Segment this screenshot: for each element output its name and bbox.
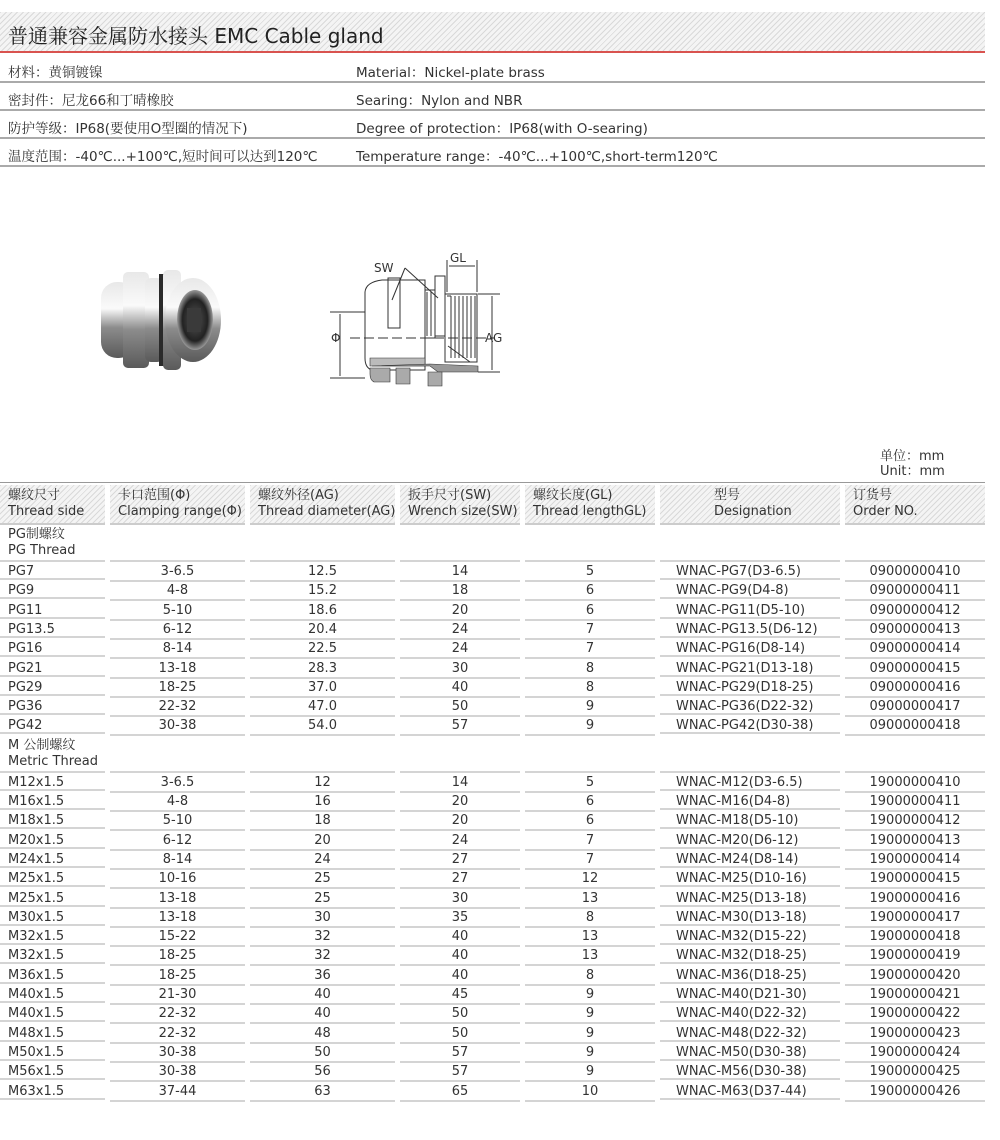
section-cn: M 公制螺纹 — [8, 737, 76, 753]
cell-clamping-range: 6-12 — [110, 621, 245, 640]
cell-wrench-size: 50 — [400, 1005, 520, 1024]
cell-clamping-range: 5-10 — [110, 602, 245, 621]
cell-clamping-range: 30-38 — [110, 1044, 245, 1063]
cell-clamping-range: 18-25 — [110, 679, 245, 698]
cell-thread-diameter: 54.0 — [250, 717, 395, 736]
section-en: PG Thread — [8, 543, 76, 558]
cell-thread-side: M32x1.5 — [0, 928, 105, 945]
section-row-divider — [400, 526, 520, 562]
cell-designation: WNAC-M12(D3-6.5) — [660, 774, 840, 791]
cell-thread-length: 5 — [525, 774, 655, 793]
cell-thread-diameter: 12.5 — [250, 563, 395, 582]
cell-thread-diameter: 50 — [250, 1044, 395, 1063]
cell-thread-side: PG7 — [0, 563, 105, 580]
cell-thread-length: 8 — [525, 967, 655, 986]
cell-clamping-range: 8-14 — [110, 851, 245, 870]
cell-clamping-range: 13-18 — [110, 660, 245, 679]
cell-order-no: 19000000418 — [845, 928, 985, 947]
cell-thread-length: 12 — [525, 870, 655, 889]
cell-order-no: 19000000417 — [845, 909, 985, 928]
cell-thread-length: 5 — [525, 563, 655, 582]
section-row-divider — [0, 526, 105, 562]
cell-clamping-range: 30-38 — [110, 717, 245, 736]
section-row-divider — [525, 737, 655, 773]
cell-designation: WNAC-M25(D10-16) — [660, 870, 840, 887]
cell-thread-diameter: 28.3 — [250, 660, 395, 679]
cell-designation: WNAC-M56(D30-38) — [660, 1063, 840, 1080]
cell-wrench-size: 20 — [400, 602, 520, 621]
cell-order-no: 09000000415 — [845, 660, 985, 679]
header-en: Clamping range(Φ) — [118, 504, 242, 519]
cell-thread-side: M12x1.5 — [0, 774, 105, 791]
cell-order-no: 19000000426 — [845, 1083, 985, 1102]
cell-wrench-size: 20 — [400, 793, 520, 812]
cell-thread-side: M36x1.5 — [0, 967, 105, 984]
cell-wrench-size: 27 — [400, 851, 520, 870]
cell-thread-length: 8 — [525, 660, 655, 679]
cell-thread-side: PG13.5 — [0, 621, 105, 638]
header-cn: 螺纹外径(AG) — [258, 488, 339, 503]
cell-wrench-size: 14 — [400, 774, 520, 793]
cell-designation: WNAC-M32(D18-25) — [660, 947, 840, 964]
cell-order-no: 09000000413 — [845, 621, 985, 640]
cell-order-no: 19000000414 — [845, 851, 985, 870]
cell-thread-diameter: 16 — [250, 793, 395, 812]
cell-thread-diameter: 63 — [250, 1083, 395, 1102]
cell-designation: WNAC-PG21(D13-18) — [660, 660, 840, 677]
cell-thread-side: M16x1.5 — [0, 793, 105, 810]
cell-clamping-range: 3-6.5 — [110, 563, 245, 582]
cell-wrench-size: 40 — [400, 928, 520, 947]
cell-order-no: 19000000422 — [845, 1005, 985, 1024]
cell-thread-length: 6 — [525, 602, 655, 621]
diagram-label-gl: GL — [450, 251, 466, 265]
cell-clamping-range: 37-44 — [110, 1083, 245, 1102]
cell-thread-diameter: 18 — [250, 812, 395, 831]
section-row-divider — [660, 526, 840, 562]
cell-thread-side: M32x1.5 — [0, 947, 105, 964]
spec-en: Temperature range：-40℃...+100℃,short-term120℃ — [356, 149, 718, 165]
diagram-label-sw: SW — [374, 261, 394, 275]
cell-thread-side: PG29 — [0, 679, 105, 696]
cell-thread-diameter: 15.2 — [250, 582, 395, 601]
cell-wrench-size: 57 — [400, 1044, 520, 1063]
cell-wrench-size: 24 — [400, 640, 520, 659]
cell-order-no: 19000000421 — [845, 986, 985, 1005]
cell-wrench-size: 27 — [400, 870, 520, 889]
cell-wrench-size: 30 — [400, 660, 520, 679]
cell-thread-side: M24x1.5 — [0, 851, 105, 868]
cell-designation: WNAC-M63(D37-44) — [660, 1083, 840, 1100]
table-top-rule — [0, 482, 985, 483]
cell-wrench-size: 40 — [400, 947, 520, 966]
cell-thread-length: 8 — [525, 679, 655, 698]
cell-designation: WNAC-M18(D5-10) — [660, 812, 840, 829]
cell-thread-length: 7 — [525, 832, 655, 851]
cell-clamping-range: 18-25 — [110, 967, 245, 986]
column-header-thread-side — [0, 485, 105, 525]
cell-thread-length: 9 — [525, 698, 655, 717]
cell-thread-diameter: 12 — [250, 774, 395, 793]
column-header-designation — [660, 485, 840, 525]
page-title: 普通兼容金属防水接头 EMC Cable gland — [8, 24, 384, 48]
cell-thread-side: PG11 — [0, 602, 105, 619]
cell-thread-length: 13 — [525, 947, 655, 966]
cell-thread-length: 9 — [525, 1005, 655, 1024]
cell-thread-side: M56x1.5 — [0, 1063, 105, 1080]
cell-thread-side: M25x1.5 — [0, 890, 105, 907]
spec-cn: 密封件：尼龙66和丁晴橡胶 — [8, 93, 174, 109]
cell-thread-diameter: 20.4 — [250, 621, 395, 640]
section-row-divider — [110, 737, 245, 773]
cell-thread-side: PG16 — [0, 640, 105, 657]
cell-order-no: 19000000413 — [845, 832, 985, 851]
spec-en: Searing：Nylon and NBR — [356, 93, 523, 109]
header-en: Wrench size(SW) — [408, 504, 518, 519]
cell-thread-diameter: 22.5 — [250, 640, 395, 659]
cell-thread-diameter: 25 — [250, 890, 395, 909]
cell-order-no: 19000000419 — [845, 947, 985, 966]
cell-designation: WNAC-PG13.5(D6-12) — [660, 621, 840, 638]
cell-thread-side: M50x1.5 — [0, 1044, 105, 1061]
spec-row-protection — [0, 111, 985, 139]
cell-thread-diameter: 48 — [250, 1025, 395, 1044]
spec-row-temperature — [0, 139, 985, 167]
cell-thread-length: 6 — [525, 812, 655, 831]
cell-thread-length: 6 — [525, 582, 655, 601]
cell-order-no: 09000000411 — [845, 582, 985, 601]
header-en: Thread lengthGL) — [533, 504, 647, 519]
cell-clamping-range: 6-12 — [110, 832, 245, 851]
cell-designation: WNAC-M24(D8-14) — [660, 851, 840, 868]
header-en: Order NO. — [853, 504, 918, 519]
cell-thread-length: 10 — [525, 1083, 655, 1102]
section-en: Metric Thread — [8, 753, 99, 769]
cell-designation: WNAC-M36(D18-25) — [660, 967, 840, 984]
cell-thread-length: 9 — [525, 986, 655, 1005]
cell-thread-side: PG36 — [0, 698, 105, 715]
diagram-label-ag: AG — [485, 331, 503, 345]
cell-thread-diameter: 25 — [250, 870, 395, 889]
column-header-thread-diameter — [250, 485, 395, 525]
cell-order-no: 19000000425 — [845, 1063, 985, 1082]
section-cn: PG制螺纹 — [8, 527, 65, 542]
cell-clamping-range: 22-32 — [110, 698, 245, 717]
column-header-thread-length — [525, 485, 655, 525]
cell-order-no: 19000000424 — [845, 1044, 985, 1063]
cell-order-no: 19000000423 — [845, 1025, 985, 1044]
cell-designation: WNAC-M48(D22-32) — [660, 1025, 840, 1042]
cell-order-no: 09000000410 — [845, 563, 985, 582]
page-title-bar — [0, 12, 985, 53]
cell-thread-length: 9 — [525, 1063, 655, 1082]
cell-wrench-size: 24 — [400, 832, 520, 851]
cell-wrench-size: 40 — [400, 967, 520, 986]
cell-thread-diameter: 47.0 — [250, 698, 395, 717]
cell-thread-diameter: 56 — [250, 1063, 395, 1082]
cell-order-no: 19000000420 — [845, 967, 985, 986]
cell-thread-side: M18x1.5 — [0, 812, 105, 829]
header-cn: 型号 — [714, 488, 741, 503]
cell-clamping-range: 21-30 — [110, 986, 245, 1005]
cell-thread-side: PG9 — [0, 582, 105, 599]
cell-designation: WNAC-M20(D6-12) — [660, 832, 840, 849]
cell-designation: WNAC-M40(D21-30) — [660, 986, 840, 1003]
cell-clamping-range: 13-18 — [110, 909, 245, 928]
cell-order-no: 19000000410 — [845, 774, 985, 793]
cell-clamping-range: 5-10 — [110, 812, 245, 831]
section-row-divider — [250, 737, 395, 773]
diagram-label-phi: Φ — [331, 331, 341, 345]
cell-clamping-range: 13-18 — [110, 890, 245, 909]
cell-thread-length: 13 — [525, 890, 655, 909]
cell-designation: WNAC-M50(D30-38) — [660, 1044, 840, 1061]
cell-clamping-range: 10-16 — [110, 870, 245, 889]
cell-order-no: 19000000412 — [845, 812, 985, 831]
cell-wrench-size: 57 — [400, 717, 520, 736]
spec-row-sealing — [0, 83, 985, 111]
cell-thread-diameter: 24 — [250, 851, 395, 870]
cell-order-no: 09000000412 — [845, 602, 985, 621]
cell-thread-diameter: 30 — [250, 909, 395, 928]
cell-designation: WNAC-PG16(D8-14) — [660, 640, 840, 657]
section-row-divider — [250, 526, 395, 562]
cell-thread-side: PG42 — [0, 717, 105, 734]
unit-en: Unit：mm — [880, 464, 945, 479]
cell-thread-length: 6 — [525, 793, 655, 812]
cell-designation: WNAC-PG7(D3-6.5) — [660, 563, 840, 580]
cell-order-no: 09000000416 — [845, 679, 985, 698]
spec-en: Material：Nickel-plate brass — [356, 65, 545, 81]
section-row-divider — [400, 737, 520, 773]
section-row-divider — [660, 737, 840, 773]
cell-designation: WNAC-PG29(D18-25) — [660, 679, 840, 696]
cell-thread-length: 7 — [525, 851, 655, 870]
cell-designation: WNAC-PG11(D5-10) — [660, 602, 840, 619]
cell-clamping-range: 22-32 — [110, 1005, 245, 1024]
cell-clamping-range: 30-38 — [110, 1063, 245, 1082]
header-cn: 螺纹尺寸 — [8, 488, 61, 503]
cell-thread-length: 9 — [525, 1025, 655, 1044]
header-en: Designation — [714, 504, 792, 519]
cell-wrench-size: 45 — [400, 986, 520, 1005]
cell-designation: WNAC-PG36(D22-32) — [660, 698, 840, 715]
cell-wrench-size: 24 — [400, 621, 520, 640]
cell-thread-length: 7 — [525, 621, 655, 640]
column-header-clamping-range — [110, 485, 245, 525]
column-header-wrench-size — [400, 485, 520, 525]
cell-wrench-size: 50 — [400, 1025, 520, 1044]
cell-wrench-size: 14 — [400, 563, 520, 582]
spec-en: Degree of protection：IP68(with O-searing) — [356, 121, 648, 137]
cell-thread-length: 9 — [525, 1044, 655, 1063]
cell-thread-diameter: 40 — [250, 1005, 395, 1024]
cell-designation: WNAC-M40(D22-32) — [660, 1005, 840, 1022]
spec-cn: 防护等级：IP68(要使用O型圈的情况下) — [8, 121, 248, 137]
cell-designation: WNAC-M30(D13-18) — [660, 909, 840, 926]
cell-thread-diameter: 32 — [250, 947, 395, 966]
cell-designation: WNAC-M25(D13-18) — [660, 890, 840, 907]
cell-thread-side: M30x1.5 — [0, 909, 105, 926]
column-header-order-no — [845, 485, 985, 525]
cell-order-no: 09000000414 — [845, 640, 985, 659]
cell-wrench-size: 20 — [400, 812, 520, 831]
cell-thread-side: M48x1.5 — [0, 1025, 105, 1042]
cell-designation: WNAC-PG42(D30-38) — [660, 717, 840, 734]
cell-order-no: 19000000411 — [845, 793, 985, 812]
cell-wrench-size: 30 — [400, 890, 520, 909]
cell-thread-diameter: 40 — [250, 986, 395, 1005]
spec-row-material — [0, 55, 985, 83]
cell-wrench-size: 40 — [400, 679, 520, 698]
cell-order-no: 19000000415 — [845, 870, 985, 889]
unit-note — [880, 449, 945, 479]
cell-wrench-size: 18 — [400, 582, 520, 601]
cell-thread-length: 9 — [525, 717, 655, 736]
cell-designation: WNAC-M32(D15-22) — [660, 928, 840, 945]
cell-order-no: 09000000418 — [845, 717, 985, 736]
cell-designation: WNAC-M16(D4-8) — [660, 793, 840, 810]
cell-clamping-range: 3-6.5 — [110, 774, 245, 793]
cell-thread-side: M25x1.5 — [0, 870, 105, 887]
section-row-divider — [525, 526, 655, 562]
section-row-divider — [845, 737, 985, 773]
cell-thread-length: 8 — [525, 909, 655, 928]
cell-thread-diameter: 20 — [250, 832, 395, 851]
cell-thread-side: M40x1.5 — [0, 1005, 105, 1022]
cell-thread-diameter: 36 — [250, 967, 395, 986]
cell-wrench-size: 57 — [400, 1063, 520, 1082]
cell-thread-length: 7 — [525, 640, 655, 659]
section-row-divider — [0, 737, 105, 773]
cell-wrench-size: 65 — [400, 1083, 520, 1102]
header-en: Thread diameter(AG) — [258, 504, 396, 519]
cell-clamping-range: 8-14 — [110, 640, 245, 659]
section-row-divider — [110, 526, 245, 562]
cell-clamping-range: 4-8 — [110, 582, 245, 601]
cell-clamping-range: 18-25 — [110, 947, 245, 966]
cell-order-no: 19000000416 — [845, 890, 985, 909]
cell-clamping-range: 4-8 — [110, 793, 245, 812]
cell-wrench-size: 50 — [400, 698, 520, 717]
header-cn: 螺纹长度(GL) — [533, 488, 613, 503]
spec-cn: 材料：黄铜镀镍 — [8, 65, 103, 81]
cell-clamping-range: 15-22 — [110, 928, 245, 947]
cell-order-no: 09000000417 — [845, 698, 985, 717]
spec-cn: 温度范围：-40℃...+100℃,短时间可以达到120℃ — [8, 149, 318, 165]
cell-wrench-size: 35 — [400, 909, 520, 928]
cell-thread-length: 13 — [525, 928, 655, 947]
unit-cn: 单位：mm — [880, 449, 945, 464]
cell-thread-side: PG21 — [0, 660, 105, 677]
header-cn: 卡口范围(Φ) — [118, 488, 191, 503]
header-en: Thread side — [8, 504, 85, 519]
cell-thread-side: M63x1.5 — [0, 1083, 105, 1100]
header-cn: 扳手尺寸(SW) — [408, 488, 492, 503]
cell-thread-diameter: 18.6 — [250, 602, 395, 621]
cable-gland-dimension-diagram — [330, 240, 530, 400]
product-photo-cable-gland — [95, 260, 225, 380]
section-row-divider — [845, 526, 985, 562]
cell-thread-diameter: 32 — [250, 928, 395, 947]
cell-thread-diameter: 37.0 — [250, 679, 395, 698]
cell-designation: WNAC-PG9(D4-8) — [660, 582, 840, 599]
cell-thread-side: M40x1.5 — [0, 986, 105, 1003]
cell-thread-side: M20x1.5 — [0, 832, 105, 849]
header-cn: 订货号 — [853, 488, 893, 503]
cell-clamping-range: 22-32 — [110, 1025, 245, 1044]
